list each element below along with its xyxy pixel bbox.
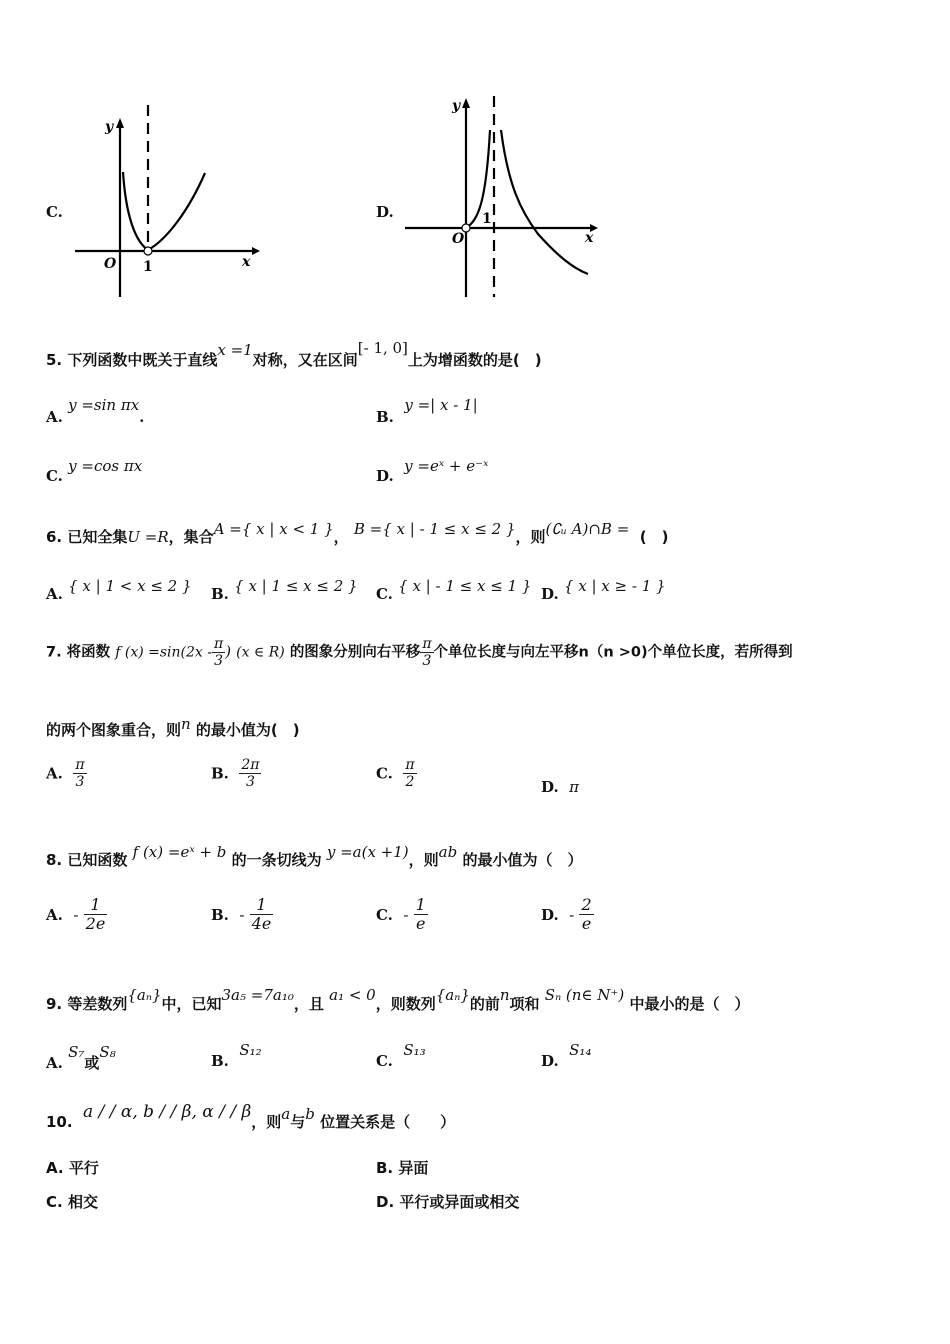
q7-domain: (x ∈ R) — [236, 644, 285, 661]
graph-d-right-branch — [501, 130, 588, 274]
q7-function: f (x) =sin(2x - — [115, 644, 212, 661]
graph-d — [400, 92, 605, 302]
q6-option-b[interactable]: B. { x | 1 ≤ x ≤ 2 } — [211, 577, 358, 603]
graph-c-one: 1 — [143, 259, 153, 275]
graph-c-label: C. — [46, 203, 63, 221]
graph-c — [70, 100, 260, 300]
graph-d-origin: O — [452, 231, 465, 247]
q7-n-condition: n（n >0) — [578, 644, 648, 661]
q6-stem: 6. 已知全集U =R，集合A ={ x | x < 1 }， B ={ x | - 1 ≤ x ≤ 2 }，则(∁ᵤ A)∩B = ( ) — [46, 520, 669, 546]
q9-option-b[interactable]: B. S₁₂ — [211, 1041, 262, 1070]
graph-d-y-arrow — [462, 98, 470, 108]
q6-option-c[interactable]: C. { x | - 1 ≤ x ≤ 1 } — [376, 577, 532, 603]
q10-option-b[interactable]: B. 异面 — [376, 1159, 429, 1177]
graph-c-y-label: y — [105, 119, 114, 135]
q5-text-c: 上为增函数的是( ) — [407, 351, 542, 369]
q6-set-a: A ={ x | x < 1 } — [213, 520, 334, 538]
q7-option-c[interactable]: C. $\frac{\pi}{2}$ — [376, 757, 415, 791]
graph-d-one: 1 — [482, 211, 492, 227]
q8-option-b[interactable]: B. - $\frac{1}{4e}$ — [211, 895, 272, 934]
graph-d-x-label: x — [585, 230, 594, 246]
q6-option-d[interactable]: D. { x | x ≥ - 1 } — [541, 577, 666, 603]
q6-universe: U =R — [127, 528, 169, 546]
graph-c-y-arrow — [116, 118, 124, 128]
q9-option-d[interactable]: D. S₁₄ — [541, 1041, 592, 1070]
q5-option-b[interactable]: B. y =| x - 1| — [376, 396, 478, 426]
q7-option-a[interactable]: A. $\frac{\pi}{3}$ — [46, 757, 85, 791]
q8-tangent: y =a(x +1) — [326, 843, 409, 861]
q8-option-c[interactable]: C. - $\frac{1}{e}$ — [376, 895, 426, 934]
q9-condition-2: a₁ < 0 — [329, 986, 376, 1004]
q6-option-a[interactable]: A. { x | 1 < x ≤ 2 } — [46, 577, 192, 603]
q10-option-a[interactable]: A. 平行 — [46, 1159, 99, 1177]
q5-text-a: 下列函数中既关于直线 — [67, 351, 218, 369]
q5-option-a[interactable]: A. y =sin πx. — [46, 396, 145, 426]
q8-stem: 8. 已知函数 f (x) =eˣ + b 的一条切线为 y =a(x +1)，则ab 的最小值为（ ） — [46, 843, 583, 869]
q5-stem — [46, 339, 542, 370]
q5-interval: [- 1, 0] — [357, 339, 408, 357]
q9-sum: Sₙ (n∈ N⁺) — [544, 986, 625, 1004]
q5-number: 5. — [46, 351, 63, 369]
q9-sequence: {aₙ} — [127, 986, 162, 1004]
graph-c-x-label: x — [242, 254, 251, 270]
q8-function: f (x) =eˣ + b — [132, 843, 227, 861]
graph-d-y-label: y — [452, 98, 461, 114]
q5-eq: x =1 — [217, 341, 253, 359]
q9-option-a[interactable]: A. S₇或S₈ — [46, 1043, 116, 1072]
q5-option-d[interactable]: D. y =eˣ + e⁻ˣ — [376, 457, 489, 485]
q7-stem: 7. 将函数 f (x) =sin(2x - $\frac{\pi}{3}$ ) (x ∈ R) 的图象分别向右平移 $\frac{\pi}{3}$ 个单位长度与向左平移n（n >0)个单位长度，若所得到 — [46, 636, 793, 670]
q5-option-c[interactable]: C. y =cos πx — [46, 457, 143, 485]
graph-d-label: D. — [376, 203, 394, 221]
q7-stem-line2: 的两个图象重合，则n 的最小值为( ) — [46, 715, 300, 739]
graph-c-origin: O — [104, 256, 117, 272]
q10-stem: 10. a / / α, b / / β, α / / β，则a与b 位置关系是（ ） — [46, 1102, 456, 1131]
graph-c-x-arrow — [252, 247, 260, 255]
q7-option-d[interactable]: D. π — [541, 778, 580, 796]
q9-condition: 3a₅ =7a₁₀ — [221, 986, 294, 1004]
graph-c-open-point — [144, 247, 152, 255]
q10-condition: a / / α, b / / β, α / / β — [83, 1102, 252, 1122]
q8-option-a[interactable]: A. - $\frac{1}{2e}$ — [46, 895, 106, 934]
q7-option-b[interactable]: B. $\frac{2\pi}{3}$ — [211, 757, 260, 791]
graph-c-curve — [123, 172, 205, 250]
q10-option-d[interactable]: D. 平行或异面或相交 — [376, 1193, 520, 1211]
q10-option-c[interactable]: C. 相交 — [46, 1193, 98, 1211]
q9-stem: 9. 等差数列{aₙ}中，已知3a₅ =7a₁₀，且 a₁ < 0，则数列{aₙ}的前n项和 Sₙ (n∈ N⁺) 中最小的是（ ） — [46, 986, 750, 1013]
q6-set-b: B ={ x | - 1 ≤ x ≤ 2 } — [353, 520, 516, 538]
q5-text-b: 对称，又在区间 — [252, 351, 358, 369]
q8-option-d[interactable]: D. - $\frac{2}{e}$ — [541, 895, 592, 934]
q9-option-c[interactable]: C. S₁₃ — [376, 1041, 426, 1070]
q6-expr: (∁ᵤ A)∩B = — [545, 520, 630, 538]
